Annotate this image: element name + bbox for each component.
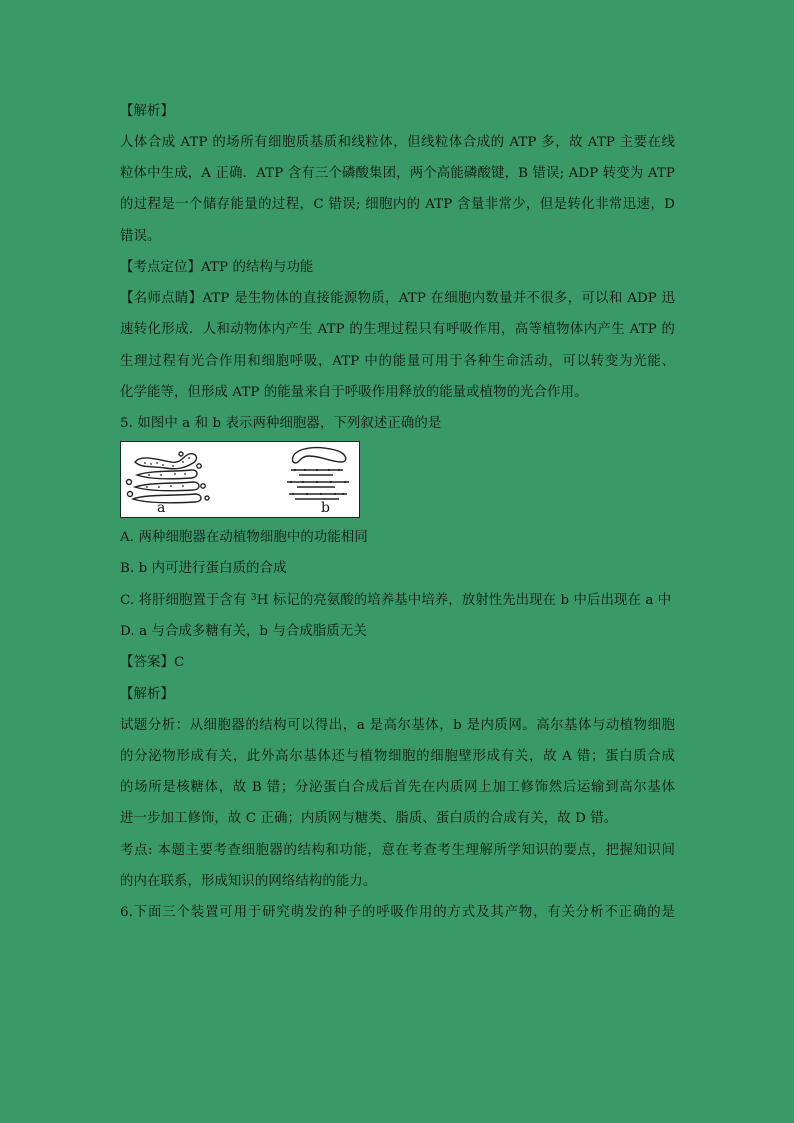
kaodian-dingwei: 【考点定位】ATP 的结构与功能 xyxy=(120,260,314,275)
mingshi-line-1: 【名师点睛】ATP 是生物体的直接能源物质，ATP 在细胞内数量并不很多，可以和 ADP 迅 xyxy=(120,291,675,306)
figure-label-b: b xyxy=(321,500,330,516)
analysis-heading: 【解析】 xyxy=(120,104,174,119)
golgi-apparatus-drawing xyxy=(127,452,210,503)
analysis-line-2: 粒体中生成，A 正确．ATP 含有三个磷酸集团，两个高能磷酸键，B 错误; ADP 转变为 ATP xyxy=(120,166,675,181)
q5-analysis-line-1: 试题分析：从细胞器的结构可以得出，a 是高尔基体，b 是内质网。高尔基体与动植物细胞 xyxy=(120,718,675,733)
option-c-post: H 标记的亮氨酸的培养基中培养，放射性先出现在 b 中后出现在 a 中 xyxy=(256,593,672,608)
option-c-superscript: 3 xyxy=(250,593,257,603)
mingshi-line-2: 速转化形成．人和动物体内产生 ATP 的生理过程只有呼吸作用，高等植物体内产生 ATP 的 xyxy=(120,322,675,337)
analysis-line-4: 错误。 xyxy=(120,229,161,244)
q5-analysis-heading: 【解析】 xyxy=(120,687,174,702)
q5-analysis-line-4: 进一步加工修饰，故 C 正确；内质网与糖类、脂质、蛋白质的合成有关，故 D 错。 xyxy=(120,811,618,826)
option-d: D. a 与合成多糖有关，b 与合成脂质无关 xyxy=(120,624,367,639)
q5-kaodian-line-2: 的内在联系，形成知识的网络结构的能力。 xyxy=(120,874,377,889)
answer: 【答案】C xyxy=(120,655,185,670)
q5-kaodian-line-1: 考点: 本题主要考查细胞器的结构和功能，意在考查考生理解所学知识的要点，把握知识间 xyxy=(120,843,675,858)
analysis-line-1: 人体合成 ATP 的场所有细胞质基质和线粒体，但线粒体合成的 ATP 多，故 ATP 主要在线 xyxy=(120,135,675,150)
option-b: B. b 内可进行蛋白质的合成 xyxy=(120,561,287,576)
er-drawing xyxy=(287,448,349,499)
option-a: A. 两种细胞器在动植物细胞中的功能相同 xyxy=(120,530,368,545)
option-c xyxy=(120,592,671,610)
mingshi-line-4: 化学能等，但形成 ATP 的能量来自于呼吸作用释放的能量或植物的光合作用。 xyxy=(120,385,588,400)
option-c-pre: C. 将肝细胞置于含有 xyxy=(120,593,251,608)
analysis-line-3: 的过程是一个储存能量的过程，C 错误; 细胞内的 ATP 含量非常少，但是转化非常迅速，D xyxy=(120,197,675,212)
question6-stem: 6.下面三个装置可用于研究萌发的种子的呼吸作用的方式及其产物，有关分析不正确的是 xyxy=(120,905,675,920)
q5-analysis-line-3: 的场所是核糖体，故 B 错；分泌蛋白合成后首先在内质网上加工修饰然后运输到高尔基体 xyxy=(120,780,675,795)
mingshi-line-3: 生理过程有光合作用和细胞呼吸，ATP 中的能量可用于各种生命活动，可以转变为光能、 xyxy=(120,354,675,369)
figure-label-a: a xyxy=(157,500,166,516)
question5-stem: 5. 如图中 a 和 b 表示两种细胞器，下列叙述正确的是 xyxy=(120,416,442,431)
q5-analysis-line-2: 的分泌物形成有关，此外高尔基体还与植物细胞的细胞壁形成有关，故 A 错；蛋白质合成 xyxy=(120,749,675,764)
organelle-figure xyxy=(120,441,360,518)
